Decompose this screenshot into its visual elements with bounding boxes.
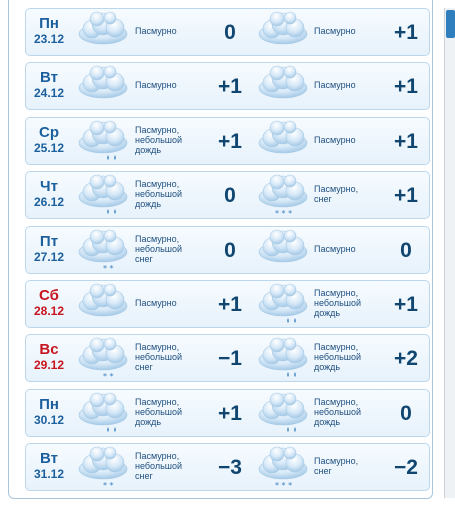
overcast-cloud-icon: [74, 390, 132, 434]
day-of-week: Вс: [39, 341, 59, 359]
weather-description: Пасмурно, небольшой дождь: [314, 342, 362, 373]
overcast-cloud-icon: [74, 281, 132, 325]
overcast-cloud-icon: [254, 390, 312, 434]
day-of-week: Ср: [39, 123, 59, 141]
forecast-row[interactable]: [25, 389, 430, 437]
overcast-cloud-icon: [254, 281, 312, 325]
date: 26.12: [33, 195, 65, 210]
svg-text:* * *: * * *: [275, 209, 293, 218]
weather-description: Пасмурно, небольшой дождь: [135, 396, 183, 427]
night-temperature: 0: [400, 238, 412, 262]
day-of-week: Пн: [39, 395, 59, 413]
weather-description: Пасмурно, небольшой дождь: [314, 396, 362, 427]
date: 28.12: [33, 303, 65, 318]
date: 30.12: [33, 412, 65, 427]
overcast-cloud-icon: [74, 9, 132, 53]
day-temperature: −3: [218, 456, 242, 480]
scrollbar[interactable]: [444, 8, 455, 498]
night-temperature: +2: [394, 347, 418, 371]
svg-text:* *: * *: [103, 263, 114, 272]
night-temperature: +1: [394, 21, 418, 44]
day-temperature: +1: [218, 292, 242, 316]
forecast-row[interactable]: [25, 171, 430, 219]
overcast-cloud-icon: [254, 227, 312, 271]
weather-description: Пасмурно, небольшой снег: [135, 342, 183, 373]
weather-description: Пасмурно: [135, 297, 177, 308]
day-temperature: +1: [218, 401, 242, 425]
weather-description: Пасмурно, снег: [314, 456, 359, 477]
day-temperature: 0: [224, 21, 236, 44]
weather-description: Пасмурно, небольшой дождь: [135, 179, 183, 210]
overcast-cloud-icon: [254, 9, 312, 53]
night-temperature: +1: [394, 184, 418, 208]
svg-text:* *: * *: [103, 372, 114, 381]
forecast-row[interactable]: [25, 443, 430, 491]
overcast-cloud-icon: [74, 444, 132, 488]
overcast-cloud-icon: [254, 335, 312, 379]
day-temperature: −1: [218, 347, 242, 371]
weather-description: Пасмурно: [314, 243, 356, 254]
overcast-cloud-icon: [74, 118, 132, 162]
overcast-cloud-icon: [254, 63, 312, 107]
night-temperature: −2: [394, 456, 418, 480]
day-of-week: Пн: [39, 15, 59, 32]
forecast-panel: [8, 0, 433, 499]
forecast-row[interactable]: [25, 62, 430, 110]
svg-text:* * *: * * *: [275, 481, 293, 490]
forecast-row[interactable]: [25, 8, 430, 56]
weather-description: Пасмурно: [314, 80, 356, 91]
overcast-cloud-icon: [74, 172, 132, 216]
day-of-week: Вт: [40, 450, 58, 468]
forecast-row[interactable]: [25, 334, 430, 382]
forecast-row[interactable]: [25, 280, 430, 328]
weather-description: Пасмурно, небольшой снег: [135, 451, 183, 482]
overcast-cloud-icon: [74, 63, 132, 107]
date: 24.12: [33, 86, 65, 101]
forecast-list: [25, 8, 430, 498]
overcast-cloud-icon: [254, 118, 312, 162]
weather-description: Пасмурно, небольшой дождь: [135, 124, 183, 155]
weather-description: Пасмурно, небольшой снег: [135, 233, 183, 264]
weather-description: Пасмурно, небольшой дождь: [314, 287, 362, 318]
day-temperature: 0: [224, 184, 236, 208]
day-temperature: +1: [218, 75, 242, 99]
date: 29.12: [33, 358, 65, 373]
day-of-week: Вт: [40, 69, 58, 87]
night-temperature: +1: [394, 292, 418, 316]
weather-description: Пасмурно: [314, 134, 356, 145]
svg-text:* *: * *: [103, 481, 114, 490]
date: 27.12: [33, 249, 65, 264]
overcast-cloud-icon: [74, 227, 132, 271]
weather-description: Пасмурно: [135, 26, 177, 36]
overcast-cloud-icon: [254, 172, 312, 216]
day-temperature: +1: [218, 129, 242, 153]
day-of-week: Чт: [40, 178, 58, 196]
weather-description: Пасмурно, снег: [314, 184, 359, 205]
scrollbar-thumb[interactable]: [446, 10, 455, 38]
forecast-row[interactable]: [25, 117, 430, 165]
overcast-cloud-icon: [254, 444, 312, 488]
weather-description: Пасмурно: [135, 80, 177, 91]
day-temperature: 0: [224, 238, 236, 262]
date: 25.12: [33, 140, 65, 155]
night-temperature: +1: [394, 129, 418, 153]
date: 31.12: [33, 467, 65, 482]
overcast-cloud-icon: [74, 335, 132, 379]
night-temperature: +1: [394, 75, 418, 99]
day-of-week: Пт: [39, 232, 59, 250]
date: 23.12: [33, 32, 65, 46]
forecast-row[interactable]: [25, 226, 430, 274]
weather-description: Пасмурно: [314, 26, 356, 36]
day-of-week: Сб: [39, 286, 59, 304]
night-temperature: 0: [400, 401, 412, 425]
